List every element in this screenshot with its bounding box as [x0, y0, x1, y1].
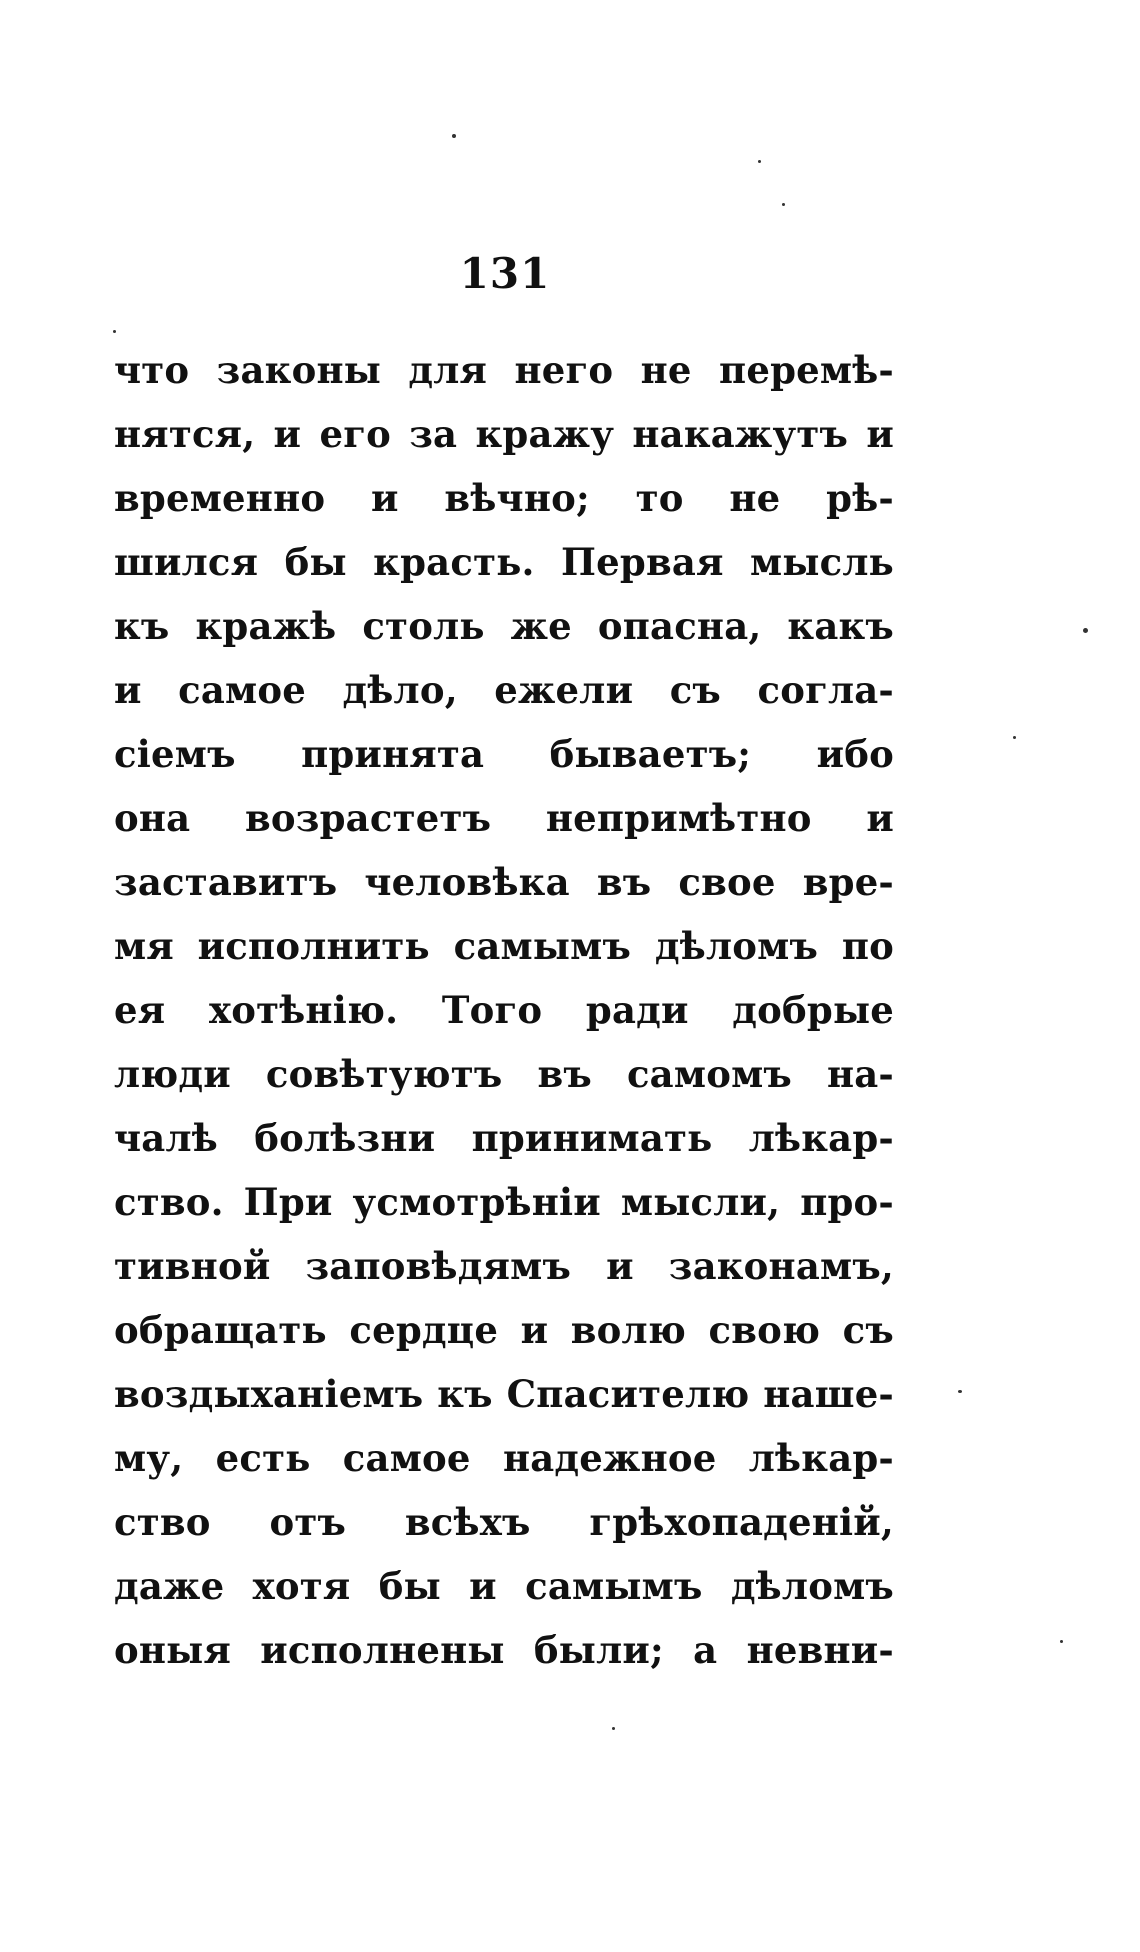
text-line: даже хотя бы и самымъ дѣломъ	[114, 1564, 894, 1608]
text-line: обращать сердце и волю свою съ	[114, 1308, 894, 1352]
scan-speck	[452, 134, 456, 138]
text-line: мя исполнить самымъ дѣломъ по	[114, 924, 894, 968]
text-line: ство. При усмотрѣніи мысли, про-	[114, 1180, 894, 1224]
scan-speck	[612, 1727, 615, 1730]
text-line: ея хотѣнію. Того ради добрые	[114, 988, 894, 1032]
scan-speck	[1060, 1640, 1063, 1643]
text-line: шился бы красть. Первая мысль	[114, 540, 894, 584]
text-line: ство отъ всѣхъ грѣхопаденій,	[114, 1500, 894, 1544]
scan-speck	[758, 160, 761, 163]
text-line: люди совѣтуютъ въ самомъ на-	[114, 1052, 894, 1096]
body-text	[114, 338, 894, 1682]
scan-speck	[782, 203, 785, 206]
text-line: сіемъ принята бываетъ; ибо	[114, 732, 894, 776]
text-line: временно и вѣчно; то не рѣ-	[114, 476, 894, 520]
text-line: тивной заповѣдямъ и законамъ,	[114, 1244, 894, 1288]
text-line: и самое дѣло, ежели съ согла-	[114, 668, 894, 712]
page-number: 131	[459, 249, 551, 298]
text-line: нятся, и его за кражу накажутъ и	[114, 412, 894, 456]
text-line: чалѣ болѣзни принимать лѣкар-	[114, 1116, 894, 1160]
text-line: заставитъ человѣка въ свое вре-	[114, 860, 894, 904]
text-line: къ кражѣ столь же опасна, какъ	[114, 604, 894, 648]
scan-speck	[113, 330, 116, 333]
text-line: му, есть самое надежное лѣкар-	[114, 1436, 894, 1480]
text-line: она возрастетъ непримѣтно и	[114, 796, 894, 840]
text-line: воздыханіемъ къ Спасителю наше-	[114, 1372, 894, 1416]
text-line: что законы для него не перемѣ-	[114, 348, 894, 392]
text-line: оныя исполнены были; а невни-	[114, 1628, 894, 1672]
scan-speck	[1013, 736, 1016, 739]
scan-speck	[1083, 628, 1088, 633]
scan-speck	[958, 1390, 962, 1393]
